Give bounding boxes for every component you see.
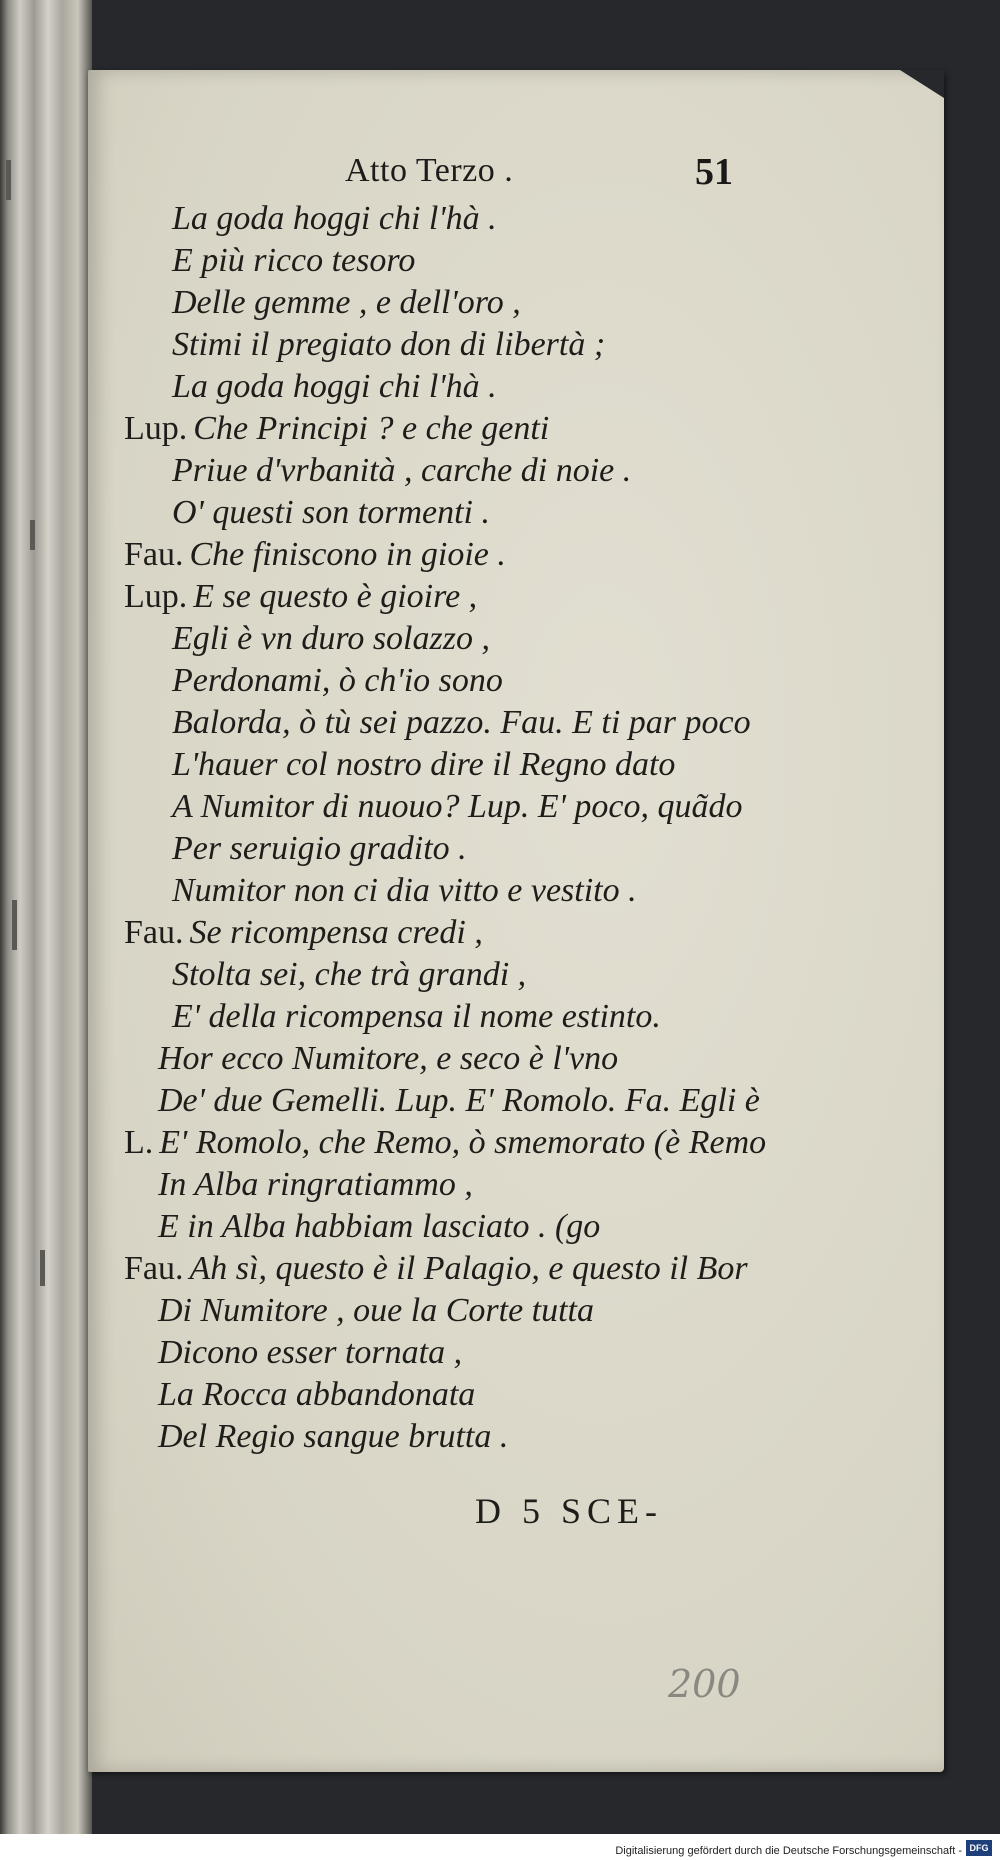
verse-line	[124, 576, 477, 618]
speaker-label: Lup.	[124, 578, 188, 615]
verse-line	[124, 1248, 748, 1290]
verse-line	[172, 870, 637, 912]
verse-text: In Alba ringratiammo ,	[158, 1166, 473, 1203]
catchword: D 5 SCE-	[475, 1491, 664, 1531]
verse-text: Dicono esser tornata ,	[158, 1334, 463, 1371]
verse-text: Priue d'vrbanità , carche di noie .	[172, 452, 632, 489]
verse-line	[124, 408, 549, 450]
verse-line	[172, 786, 743, 828]
verse-text: La goda hoggi chi l'hà .	[172, 200, 497, 237]
speaker-label: Fau.	[124, 914, 184, 951]
page-corner-fold	[900, 70, 944, 98]
verse-line	[158, 1206, 600, 1248]
edge-mark	[12, 900, 17, 950]
verse-line	[124, 912, 483, 954]
verse-line	[158, 1332, 462, 1374]
verse-line	[158, 1416, 508, 1458]
pencil-annotation: 200	[668, 1662, 741, 1706]
verse-text: Del Regio sangue brutta .	[158, 1418, 509, 1455]
verse-text: E' Romolo, che Remo, ò smemorato (è Remo	[159, 1124, 767, 1161]
verse-text: E se questo è gioire ,	[193, 578, 478, 615]
verse-text: A Numitor di nuouo? Lup. E' poco, quãdo	[172, 788, 743, 825]
verse-line	[172, 702, 751, 744]
verse-line	[172, 240, 415, 282]
verse-line	[158, 1038, 618, 1080]
verse-line	[172, 324, 605, 366]
verse-line	[124, 1122, 766, 1164]
verse-line	[172, 492, 490, 534]
verse-text: Stimi il pregiato don di libertà ;	[172, 326, 606, 363]
verse-text: Se ricompensa credi ,	[189, 914, 483, 951]
edge-mark	[30, 520, 35, 550]
verse-line	[172, 954, 526, 996]
verse-text: O' questi son tormenti .	[172, 494, 490, 531]
verse-text: Per seruigio gradito .	[172, 830, 467, 867]
verse-text: E' della ricompensa il nome estinto.	[172, 998, 661, 1035]
dfg-logo: DFG	[966, 1840, 992, 1856]
verse-text: Ah sì, questo è il Palagio, e questo il Bor	[189, 1250, 748, 1287]
speaker-label: Fau.	[124, 1250, 184, 1287]
speaker-label: Fau.	[124, 536, 184, 573]
running-title: Atto Terzo .	[345, 152, 514, 189]
verse-line	[172, 828, 467, 870]
verse-line	[158, 1164, 473, 1206]
verse-text: E in Alba habbiam lasciato . (go	[158, 1208, 601, 1245]
verse-line	[172, 198, 497, 240]
verse-line	[172, 744, 675, 786]
verse-text: Delle gemme , e dell'oro ,	[172, 284, 521, 321]
verse-line	[158, 1290, 594, 1332]
verse-text: Di Numitore , oue la Corte tutta	[158, 1292, 595, 1329]
verse-line	[124, 534, 506, 576]
verse-text: L'hauer col nostro dire il Regno dato	[172, 746, 676, 783]
verse-text: Egli è vn duro solazzo ,	[172, 620, 490, 657]
verse-text: Balorda, ò tù sei pazzo. Fau. E ti par poco	[172, 704, 751, 741]
credit-text: Digitalisierung gefördert durch die Deutsche Forschungsgemeinschaft -	[615, 1845, 962, 1857]
verse-text: Numitor non ci dia vitto e vestito .	[172, 872, 637, 909]
verse-text: Perdonami, ò ch'io sono	[172, 662, 503, 699]
book-spine-edge	[0, 0, 92, 1860]
edge-mark	[6, 160, 11, 200]
verse-line	[172, 450, 631, 492]
verse-line	[172, 366, 497, 408]
verse-text: De' due Gemelli. Lup. E' Romolo. Fa. Egli è	[158, 1082, 760, 1119]
digitization-credit-bar	[0, 1834, 1000, 1860]
verse-text: Stolta sei, che trà grandi ,	[172, 956, 527, 993]
verse-text: La goda hoggi chi l'hà .	[172, 368, 497, 405]
verse-text: Hor ecco Numitore, e seco è l'vno	[158, 1040, 619, 1077]
edge-mark	[40, 1250, 45, 1286]
verse-line	[172, 282, 521, 324]
page-number: 51	[695, 151, 733, 193]
verse-line	[158, 1374, 475, 1416]
verse-line	[172, 618, 490, 660]
speaker-label: L.	[124, 1124, 154, 1161]
verse-text: La Rocca abbandonata	[158, 1376, 476, 1413]
verse-text: Che finiscono in gioie .	[189, 536, 506, 573]
verse-line	[158, 1080, 760, 1122]
verse-text: Che Principi ? e che genti	[193, 410, 550, 447]
verse-line	[172, 996, 661, 1038]
verse-line	[172, 660, 503, 702]
verse-text: E più ricco tesoro	[172, 242, 416, 279]
speaker-label: Lup.	[124, 410, 188, 447]
